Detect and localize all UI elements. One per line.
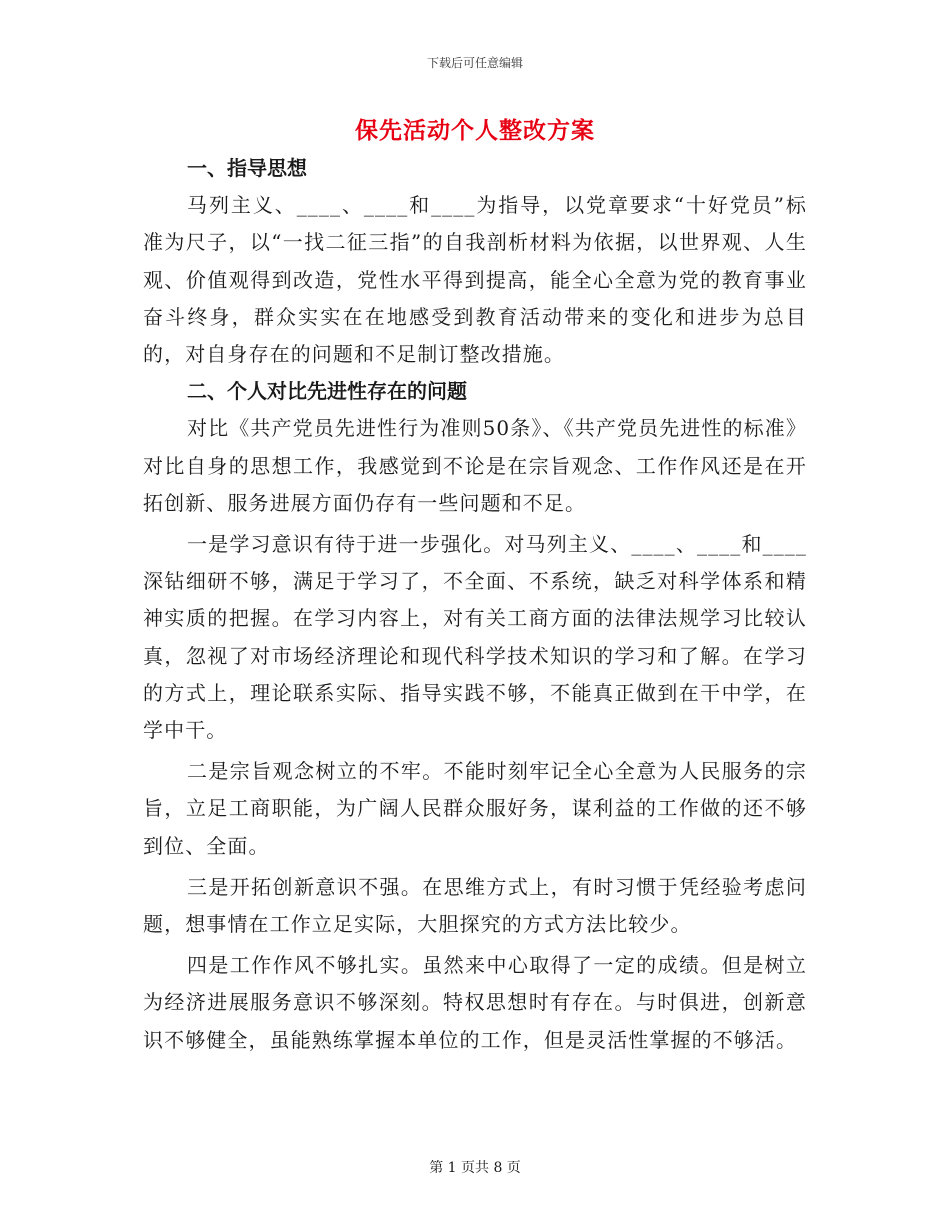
- section-heading-problems: 二、个人对比先进性存在的问题: [187, 379, 467, 404]
- page-number: 第 1 页共 8 页: [429, 1160, 521, 1176]
- paragraph-guiding-ideology: 马列主义、____、____和____为指导，以党章要求“十好党员”标准为尺子，以“一找二征三指”的自我剖析材料为依据，以世界观、人生观、价值观得到改造，党性水平得到提高，能全心全意为党的教育事业奋斗终身，群众实实在在地感受到教育活动带来的变化和进步为总目的，对自身存在的问题和不足制订整改措施。: [143, 193, 807, 367]
- paragraph-problems-intro: 对比《共产党员先进性行为准则50条》、《共产党员先进性的标准》对比自身的思想工作，我感觉到不论是在宗旨观念、工作作风还是在开拓创新、服务进展方面仍存有一些问题和不足。: [143, 416, 807, 515]
- paragraph-problem-work-style: 四是工作作风不够扎实。虽然来中心取得了一定的成绩。但是树立为经济进展服务意识不够深刻。特权思想时有存在。与时俱进，创新意识不够健全，虽能熟练掌握本单位的工作，但是灵活性掌握的不够活。: [143, 953, 807, 1052]
- paragraph-problem-innovation: 三是开拓创新意识不强。在思维方式上，有时习惯于凭经验考虑问题，想事情在工作立足实际，大胆探究的方式方法比较少。: [143, 874, 807, 937]
- document-body: [143, 150, 807, 1059]
- paragraph-problem-study: 一是学习意识有待于进一步强化。对马列主义、____、____和____深钻细研不够，满足于学习了，不全面、不系统，缺乏对科学体系和精神实质的把握。在学习内容上，对有关工商方面的法律法规学习比较认真，忽视了对市场经济理论和现代科学技术知识的学习和了解。在学习的方式上，理论联系实际、指导实践不够，不能真正做到在干中学，在学中干。: [143, 532, 807, 743]
- header-note: 下载后可任意编辑: [426, 56, 523, 70]
- section-heading-guiding-ideology: 一、指导思想: [187, 156, 307, 180]
- document-title: 保先活动个人整改方案: [355, 117, 595, 144]
- paragraph-problem-purpose: 二是宗旨观念树立的不牢。不能时刻牢记全心全意为人民服务的宗旨，立足工商职能，为广阔人民群众服好务，谋利益的工作做的还不够到位、全面。: [143, 759, 807, 858]
